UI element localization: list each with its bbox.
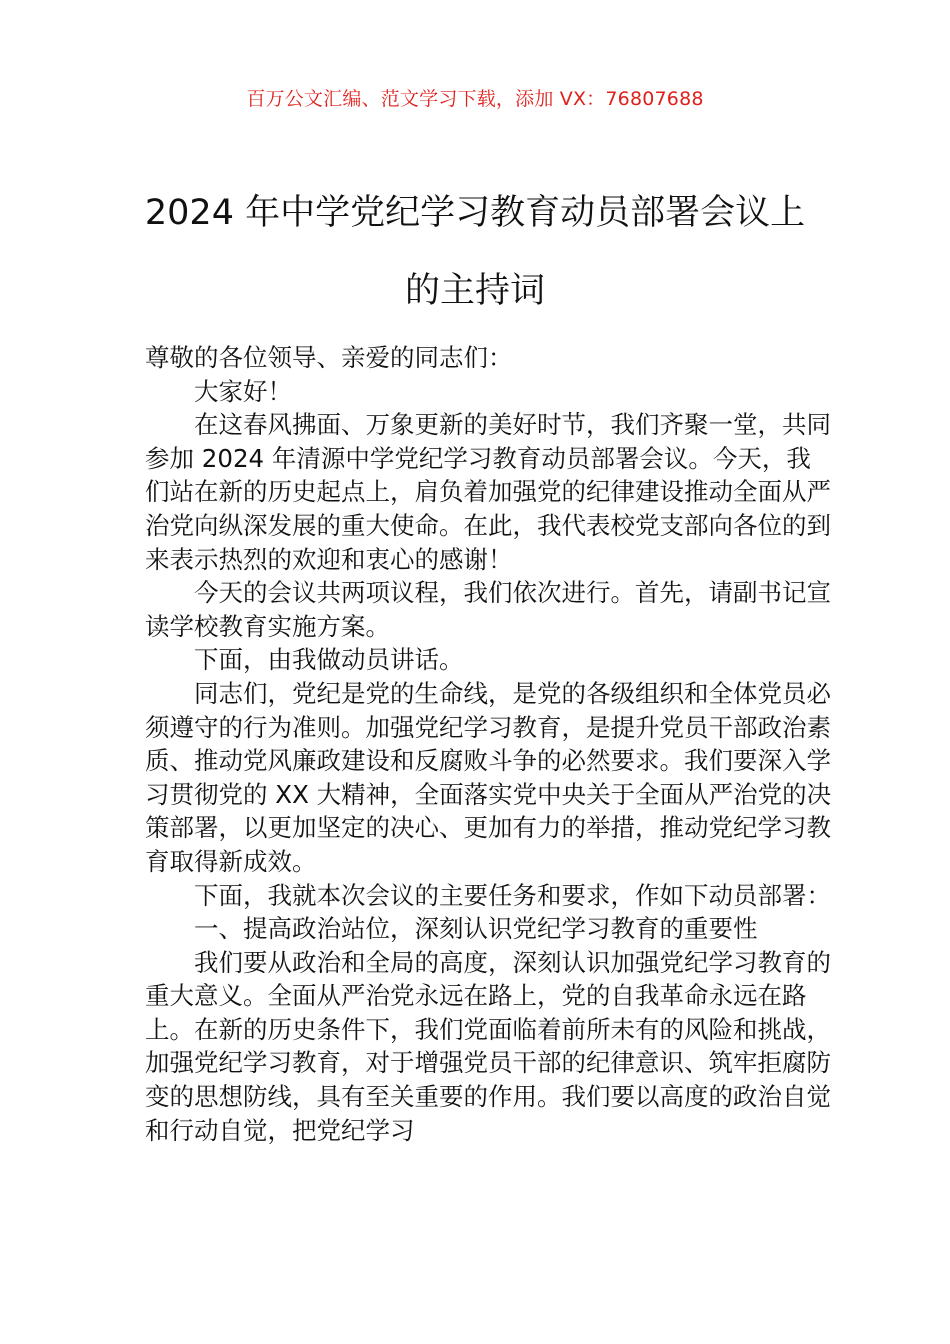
title-line-2: 的主持词 <box>404 271 545 311</box>
paragraph: 今天的会议共两项议程，我们依次进行。首先，请副书记宣读学校教育实施方案。 <box>145 578 831 641</box>
paragraph: 大家好！ <box>194 376 292 406</box>
paragraph: 下面，由我做动员讲话。 <box>194 645 464 675</box>
section-heading: 一、提高政治站位，深刻认识党纪学习教育的重要性 <box>194 914 758 944</box>
salutation: 尊敬的各位领导、亲爱的同志们： <box>145 343 513 372</box>
paragraph: 我们要从政治和全局的高度，深刻认识加强党纪学习教育的重大意义。全面从严治党永远在路上，党的自我革命永远在路上。在新的历史条件下，我们党面临着前所未有的风险和挑战，加强党纪学习教育，对于增强党员干部的纪律意识、筑牢拒腐防变的思想防线，具有至关重要的作用。我们要以高度的政治自觉和行动自觉，把党纪学习 <box>145 947 831 1145</box>
paragraph: 同志们，党纪是党的生命线，是党的各级组织和全体党员必须遵守的行为准则。加强党纪学习教育，是提升党员干部政治素质、推动党风廉政建设和反腐败斗争的必然要求。我们要深入学习贯彻党的 XX 大精神，全面落实党中央关于全面从严治党的决策部署，以更加坚定的决心、更加有力的举措，推动党纪学习教育取得新成效。 <box>145 678 832 876</box>
header-note: 百万公文汇编、范文学习下载，添加 VX：76807688 <box>246 88 704 110</box>
document-title <box>140 174 810 330</box>
paragraph: 在这春风拂面、万象更新的美好时节，我们齐聚一堂，共同参加 2024 年清源中学党纪学习教育动员部署会议。今天，我们站在新的历史起点上，肩负着加强党的纪律建设推动全面从严治党向纵深发展的重大使命。在此，我代表校党支部向各位的到来表示热烈的欢迎和衷心的感谢！ <box>145 410 831 574</box>
paragraph: 下面，我就本次会议的主要任务和要求，作如下动员部署： <box>194 880 831 910</box>
document-body <box>145 341 835 1147</box>
title-line-1: 2024 年中学党纪学习教育动员部署会议上 <box>144 193 806 233</box>
